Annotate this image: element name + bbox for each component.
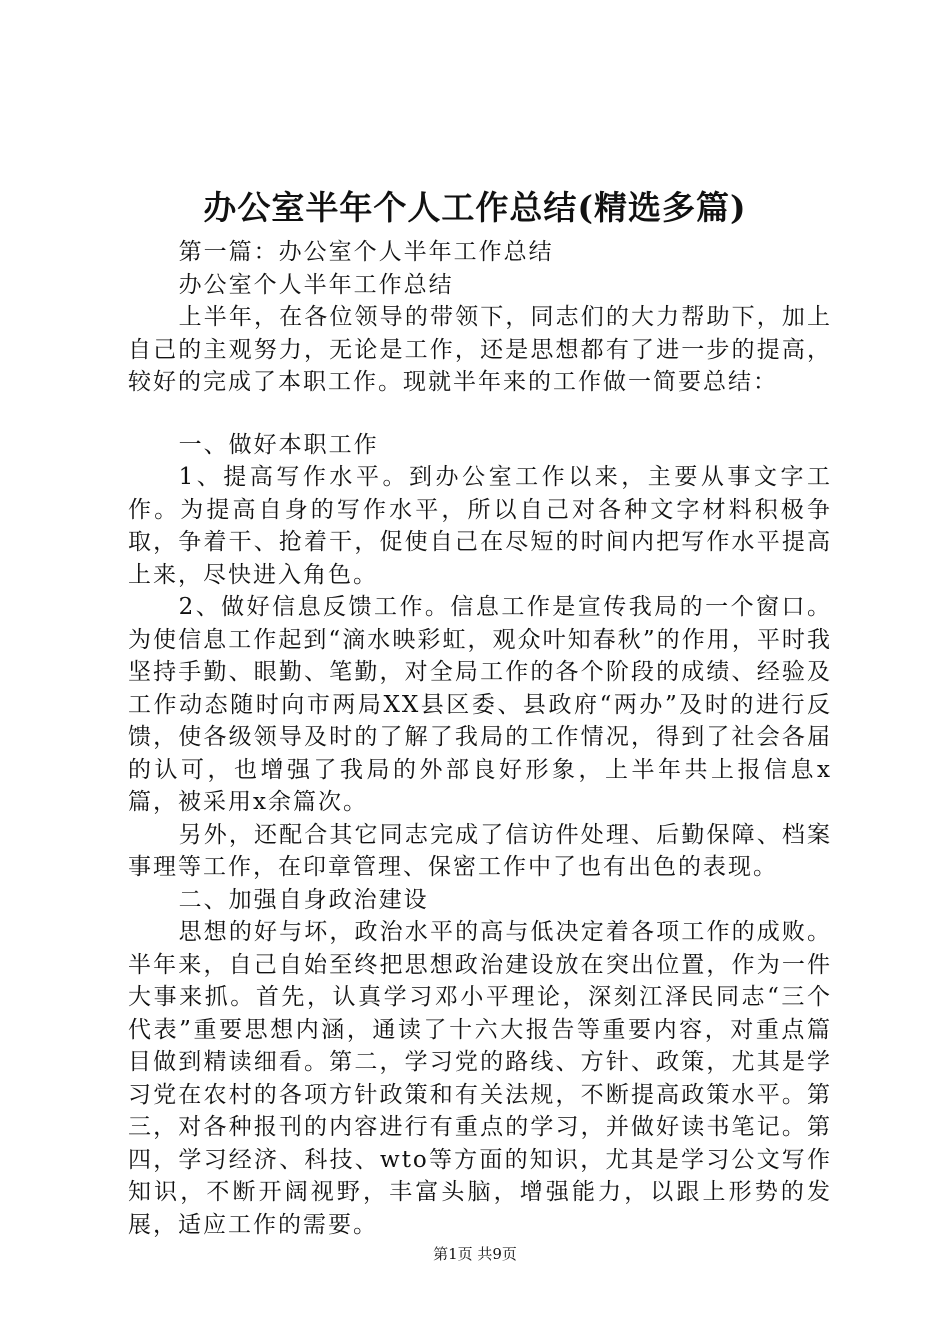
body-paragraph: 思想的好与坏，政治水平的高与低决定着各项工作的成败。半年来，自己自始至终把思想政治建设放在突出位置，作为一件大事来抓。首先，认真学习邓小平理论，深刻江泽民同志“三个代表”重要思想内涵，通读了十六大报告等重要内容，对重点篇目做到精读细看。第二，学习党的路线、方针、政策，尤其是学习党在农村的各项方针政策和有关法规，不断提高政策水平。第三，对各种报刊的内容进行有重点的学习，并做好读书笔记。第四，学习经济、科技、wto等方面的知识，尤其是学习公文写作知识，不断开阔视野，丰富头脑，增强能力，以跟上形势的发展，适应工作的需要。 (128, 919, 832, 1238)
section-heading: 第一篇：办公室个人半年工作总结 (178, 239, 554, 265)
subtitle: 办公室个人半年工作总结 (178, 271, 454, 298)
body-paragraph: 上半年，在各位领导的带领下，同志们的大力帮助下，加上自己的主观努力，无论是工作，还是思想都有了进一步的提高，较好的完成了本职工作。现就半年来的工作做一简要总结： (128, 304, 832, 395)
body-paragraph: 2、做好信息反馈工作。信息工作是宣传我局的一个窗口。为使信息工作起到“滴水映彩虹，观众叶知春秋”的作用，平时我坚持手勤、眼勤、笔勤，对全局工作的各个阶段的成绩、经验及工作动态随时向市两局XX县区委、县政府“两办”及时的进行反馈，使各级领导及时的了解了我局的工作情况，得到了社会各届的认可，也增强了我局的外部良好形象，上半年共上报信息x篇，被采用x余篇次。 (128, 594, 832, 815)
page-number-footer: 第1页 共9页 (433, 1245, 517, 1263)
document-title: 办公室半年个人工作总结(精选多篇) (203, 188, 747, 227)
section-heading: 一、做好本职工作 (178, 431, 379, 458)
section-heading: 二、加强自身政治建设 (178, 886, 429, 913)
body-paragraph: 另外，还配合其它同志完成了信访件处理、后勤保障、档案事理等工作，在印章管理、保密工作中了也有出色的表现。 (128, 821, 832, 880)
body-paragraph: 1、提高写作水平。到办公室工作以来，主要从事文字工作。为提高自身的写作水平，所以自己对各种文字材料积极争取，争着干、抢着干，促使自己在尽短的时间内把写作水平提高上来，尽快进入角色。 (128, 464, 832, 588)
document-body (128, 236, 832, 1241)
